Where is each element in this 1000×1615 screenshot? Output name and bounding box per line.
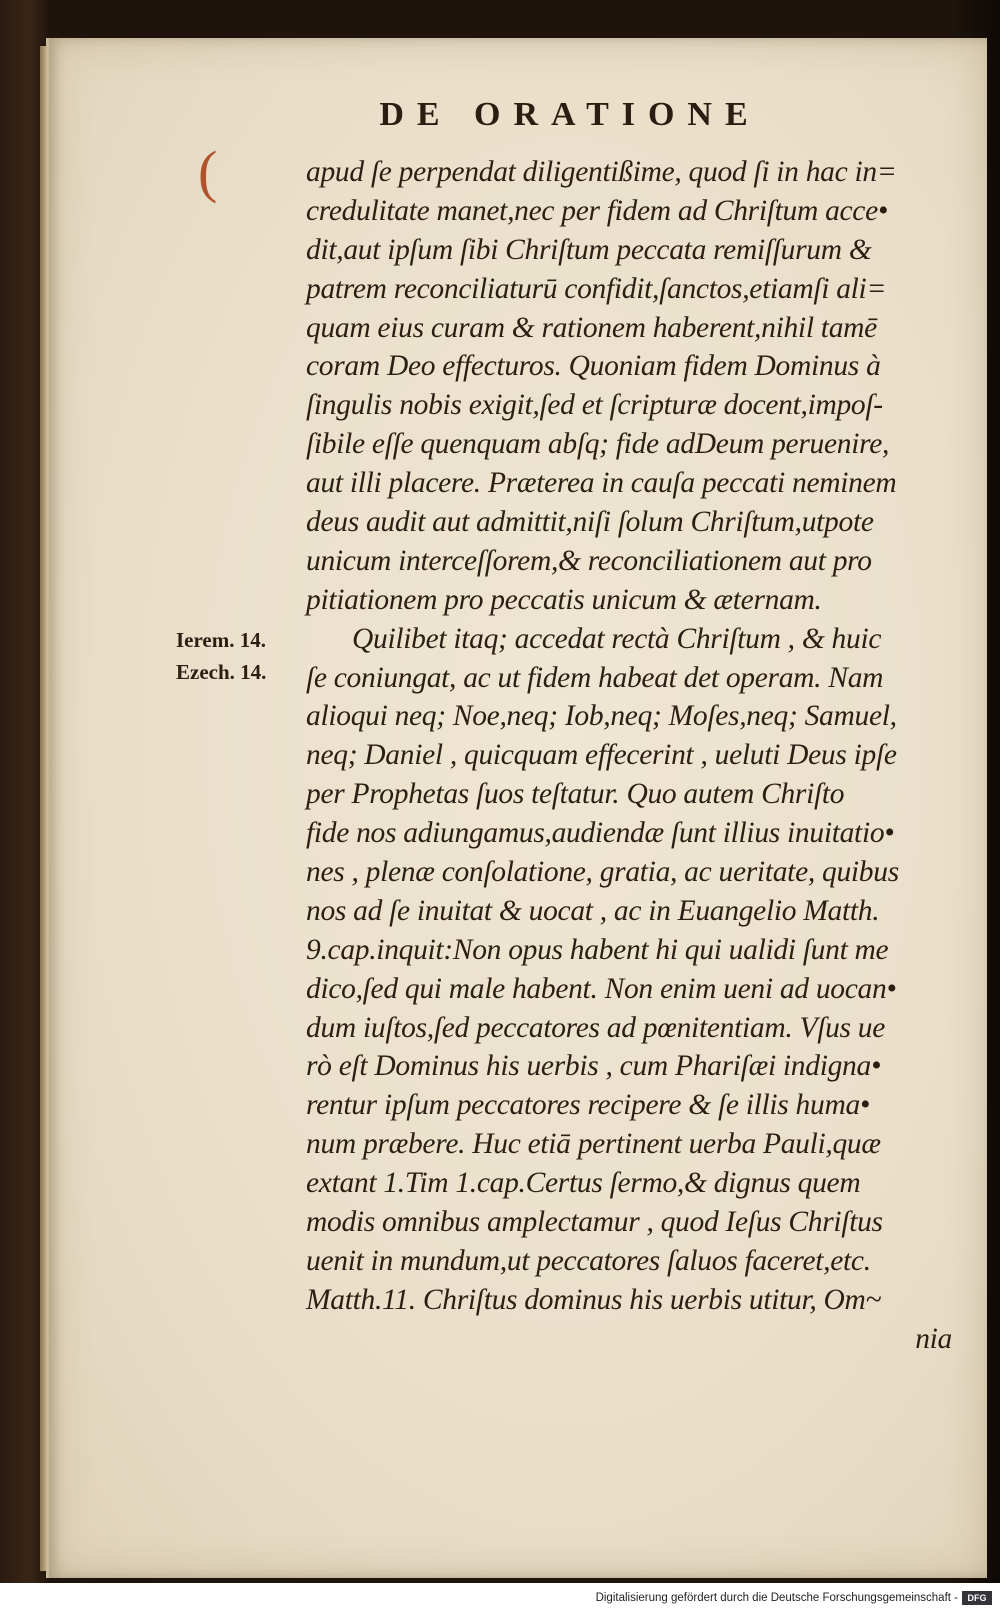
catchword: nia bbox=[915, 1322, 952, 1355]
text-line: deus audit aut admittit,niſi ſolum Chriſtum,utpote bbox=[306, 506, 874, 539]
text-line: rò eſt Dominus his uerbis , cum Phariſæi indigna• bbox=[306, 1050, 881, 1083]
text-line: quam eius curam & rationem haberent,nihil tamē bbox=[306, 311, 877, 344]
text-line: 9.cap.inquit:Non opus habent hi qui ualidi ſunt me bbox=[306, 933, 889, 966]
text-line: rentur ipſum peccatores recipere & ſe illis huma• bbox=[306, 1089, 870, 1122]
text-line: ſibile eſſe quenquam abſq; fide adDeum peruenire, bbox=[306, 428, 890, 461]
text-line: alioqui neq; Noe,neq; Iob,neq; Moſes,neq; Samuel, bbox=[306, 700, 897, 733]
text-line: Quilibet itaq; accedat rectà Chriſtum , & huic bbox=[352, 622, 882, 655]
text-line: aut illi placere. Præterea in cauſa peccati neminem bbox=[306, 467, 897, 500]
text-line: neq; Daniel , quicquam effecerint , ueluti Deus ipſe bbox=[306, 739, 897, 772]
text-line: credulitate manet,nec per fidem ad Chriſtum acce• bbox=[306, 194, 888, 227]
text-line: num præbere. Huc etiā pertinent uerba Pauli,quæ bbox=[306, 1128, 881, 1161]
footer-credit-text: Digitalisierung gefördert durch die Deutsche Forschungsgemeinschaft - bbox=[595, 1592, 958, 1604]
text-line: dico,ſed qui male habent. Non enim ueni ad uocan• bbox=[306, 972, 897, 1005]
running-head: DE ORATIONE bbox=[379, 96, 761, 133]
text-line: ſingulis nobis exigit,ſed et ſcripturæ docent,impoſ- bbox=[306, 389, 883, 422]
digitization-footer bbox=[0, 1583, 1000, 1615]
text-line: unicum interceſſorem,& reconciliationem aut pro bbox=[306, 544, 872, 577]
text-line: nos ad ſe inuitat & uocat , ac in Euangelio Matth. bbox=[306, 894, 880, 927]
text-line: apud ſe perpendat diligentißime, quod ſi in hac in= bbox=[306, 156, 897, 188]
text-line: modis omnibus amplectamur , quod Ieſus Chriſtus bbox=[306, 1206, 883, 1239]
marginal-note-ezech: Ezech. 14. bbox=[176, 660, 267, 684]
margin-bracket-mark: ( bbox=[198, 139, 218, 204]
text-line: Matth.11. Chriſtus dominus his uerbis utitur, Om~ bbox=[306, 1283, 882, 1316]
text-line: nes , plenæ conſolatione, gratia, ac ueritate, quibus bbox=[306, 856, 899, 889]
text-line: coram Deo effecturos. Quoniam fidem Dominus à bbox=[306, 350, 881, 383]
text-line: uenit in mundum,ut peccatores ſaluos faceret,etc. bbox=[306, 1244, 871, 1277]
text-line: dum iuſtos,ſed peccatores ad pœnitentiam. Vſus ue bbox=[306, 1011, 886, 1044]
text-line: dit,aut ipſum ſibi Chriſtum peccata remiſſurum & bbox=[306, 233, 872, 266]
body-text bbox=[306, 153, 972, 1359]
text-line: ſe coniungat, ac ut fidem habeat det operam. Nam bbox=[306, 661, 884, 694]
text-line: extant 1.Tim 1.cap.Certus ſermo,& dignus quem bbox=[306, 1167, 861, 1200]
text-line: patrem reconciliaturū confidit,ſanctos,etiamſi ali= bbox=[306, 272, 887, 305]
text-line: per Prophetas ſuos teſtatur. Quo autem Chriſto bbox=[306, 778, 845, 811]
dfg-logo-icon: DFG bbox=[962, 1591, 992, 1605]
text-line: fide nos adiungamus,audiendæ ſunt illius inuitatio• bbox=[306, 817, 895, 850]
text-line: pitiationem pro peccatis unicum & æternam. bbox=[306, 583, 822, 616]
marginal-note-ierem: Ierem. 14. bbox=[176, 628, 266, 652]
